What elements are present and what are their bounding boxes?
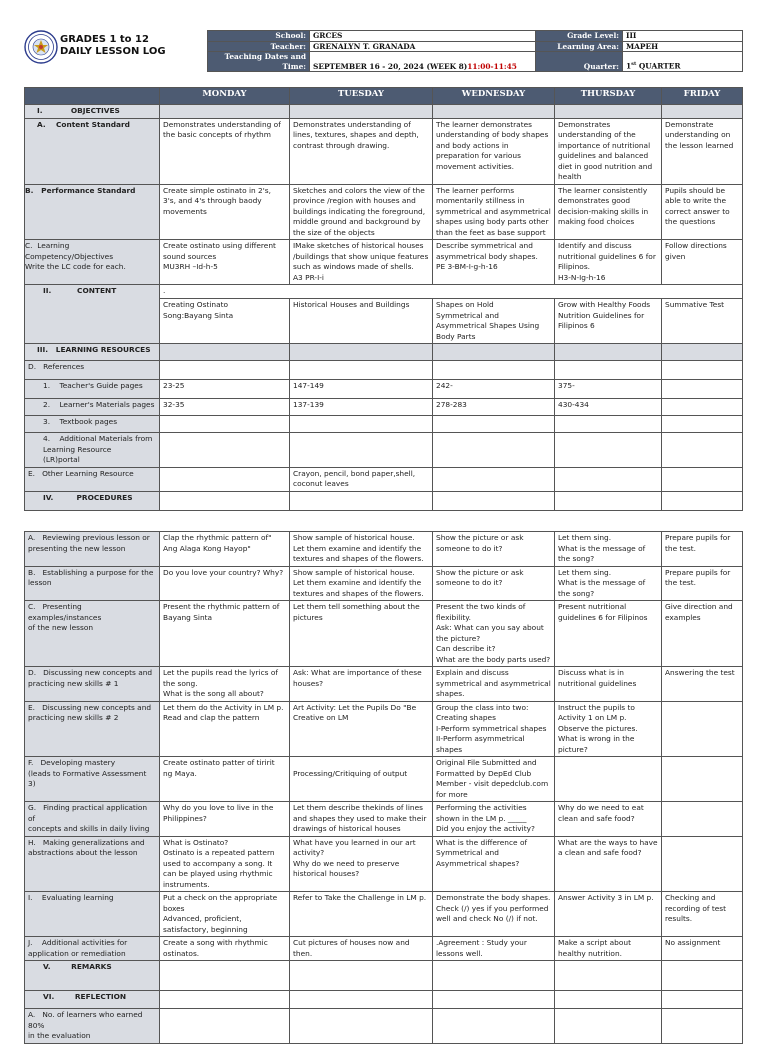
procedure-row-c — [25, 601, 743, 667]
content-standard-wednesday: The learner demonstrates understanding of body shapes and body actions in preparation for various movement activities. — [433, 118, 555, 184]
performance-standard-monday: Create simple ostinato in 2's, 3's, and 4's through baody movements — [160, 184, 290, 240]
other-resource-thursday — [555, 467, 662, 491]
empty-cell — [555, 991, 662, 1009]
content-standard-monday: Demonstrates understanding of the basic concepts of rhythm — [160, 118, 290, 184]
procedure-label: H. Making generalizations and abstractions about the lesson — [25, 836, 160, 892]
procedures-heading: IV. PROCEDURES — [25, 491, 160, 510]
procedure-row-g — [25, 802, 743, 837]
procedure-cell-tuesday: Ask: What are importance of these houses? — [290, 667, 433, 702]
empty-cell — [433, 991, 555, 1009]
quarter-num: 1 — [626, 61, 632, 71]
procedure-cell-wednesday: .Agreement : Study your lessons well. — [433, 937, 555, 961]
grey-cell — [160, 105, 290, 119]
empty-cell — [433, 491, 555, 510]
competency-label — [25, 240, 160, 285]
content-standard-tuesday: Demonstrates understanding of lines, textures, shapes and depth, contrast through drawing. — [290, 118, 433, 184]
procedure-label: B. Establishing a purpose for the lesson — [25, 566, 160, 601]
procedures-body — [25, 532, 743, 1044]
content-friday: Summative Test — [662, 299, 743, 344]
empty-cell — [160, 961, 290, 991]
empty-cell — [662, 491, 743, 510]
procedure-label: C. Presenting examples/instances of the new lesson — [25, 601, 160, 667]
lesson-log-table-objectives — [24, 87, 743, 511]
empty-cell — [433, 1009, 555, 1044]
grey-cell — [290, 105, 433, 119]
procedure-cell-tuesday: Let them tell something about the pictures — [290, 601, 433, 667]
procedure-cell-tuesday: Processing/Critiquing of output — [290, 757, 433, 802]
grade-level-label: Grade Level: — [536, 31, 623, 42]
references-label: D. References — [25, 361, 160, 380]
competency-monday: Create ostinato using different sound sources MU3RH –Id-h-5 — [160, 240, 290, 285]
teaching-dates-label — [208, 52, 310, 72]
empty-cell — [662, 416, 743, 433]
grey-cell — [433, 105, 555, 119]
lesson-log-table-procedures — [24, 531, 743, 1044]
content-tuesday: Historical Houses and Buildings — [290, 299, 433, 344]
day-header-monday: MONDAY — [160, 88, 290, 105]
procedure-label: F. Developing mastery (leads to Formative Assessment 3) — [25, 757, 160, 802]
grey-cell — [662, 344, 743, 361]
dates-text: SEPTEMBER 16 - 20, 2024 (WEEK 8) — [313, 61, 468, 71]
teachers-guide-monday: 23-25 — [160, 380, 290, 399]
procedure-cell-wednesday: Show the picture or ask someone to do it? — [433, 532, 555, 567]
other-resource-monday — [160, 467, 290, 491]
empty-cell — [555, 416, 662, 433]
remarks-row — [25, 961, 743, 991]
procedure-cell-monday: What is Ostinato? Ostinato is a repeated pattern used to accompany a song. It can be played using rhythmic instruments. — [160, 836, 290, 892]
competency-label-line2: Write the LC code for each. — [25, 262, 126, 271]
empty-cell — [433, 361, 555, 380]
empty-cell — [662, 961, 743, 991]
content-wednesday: Shapes on Hold Symmetrical and Asymmetrical Shapes Using Body Parts — [433, 299, 555, 344]
procedure-cell-wednesday: Original File Submitted and Formatted by DepEd Club Member - visit depedclub.com for more — [433, 757, 555, 802]
procedure-cell-thursday: Discuss what is in nutritional guidelines — [555, 667, 662, 702]
empty-cell — [662, 991, 743, 1009]
teachers-guide-thursday: 375- — [555, 380, 662, 399]
empty-cell — [160, 991, 290, 1009]
document-header — [24, 30, 742, 71]
empty-cell — [555, 1009, 662, 1044]
procedure-cell-monday: Do you love your country? Why? — [160, 566, 290, 601]
empty-cell — [555, 433, 662, 468]
procedure-cell-friday: Answering the test — [662, 667, 743, 702]
procedure-cell-monday: Present the rhythmic pattern of Bayang Sinta — [160, 601, 290, 667]
additional-materials-label: 4. Additional Materials from Learning Resource (LR)portal — [25, 433, 160, 468]
procedure-row-a — [25, 532, 743, 567]
performance-standard-wednesday: The learner performs momentarily stillness in symmetrical and asymmetrical shapes using body parts other than the feet as base support — [433, 184, 555, 240]
procedure-cell-friday — [662, 757, 743, 802]
empty-cell — [160, 491, 290, 510]
procedure-cell-thursday: Why do we need to eat clean and safe food? — [555, 802, 662, 837]
competency-tuesday: IMake sketches of historical houses /buildings that show unique features such as windows made of shells. A3 PR-I-i — [290, 240, 433, 285]
day-header-wednesday: WEDNESDAY — [433, 88, 555, 105]
quarter-text: QUARTER — [636, 61, 681, 71]
empty-cell — [555, 961, 662, 991]
procedure-cell-monday: Clap the rhythmic pattern of" Ang Alaga Kong Hayop" — [160, 532, 290, 567]
procedure-row-d — [25, 667, 743, 702]
empty-cell — [290, 416, 433, 433]
teachers-guide-wednesday: 242- — [433, 380, 555, 399]
grade-level-value: III — [623, 31, 743, 42]
reflection-heading: VI. REFLECTION — [25, 991, 160, 1009]
title-line-1: GRADES 1 to 12 — [60, 34, 149, 45]
competency-wednesday: Describe symmetrical and asymmetrical body shapes. PE 3-BM-I-g-h-16 — [433, 240, 555, 285]
empty-cell — [433, 416, 555, 433]
day-header-tuesday: TUESDAY — [290, 88, 433, 105]
teachers-guide-label: 1. Teacher's Guide pages — [25, 380, 160, 399]
learners-materials-tuesday: 137-139 — [290, 399, 433, 416]
content-standard-friday: Demonstrate understanding on the lesson learned — [662, 118, 743, 184]
other-resource-friday — [662, 467, 743, 491]
empty-cell — [433, 961, 555, 991]
grey-cell — [555, 344, 662, 361]
empty-cell — [662, 361, 743, 380]
quarter-sup: st — [631, 61, 637, 68]
teaching-dates-value — [310, 52, 536, 72]
empty-cell — [160, 1009, 290, 1044]
content-dot-row: . — [160, 285, 743, 299]
procedure-cell-thursday: Let them sing. What is the message of the song? — [555, 566, 662, 601]
empty-cell — [662, 1009, 743, 1044]
procedure-label: A. Reviewing previous lesson or presenting the new lesson — [25, 532, 160, 567]
document-title — [60, 34, 166, 58]
day-header-thursday: THURSDAY — [555, 88, 662, 105]
procedure-cell-tuesday: Let them describe thekinds of lines and shapes they used to make their drawings of historical houses — [290, 802, 433, 837]
learners-materials-label: 2. Learner's Materials pages — [25, 399, 160, 416]
content-standard-label: A. Content Standard — [25, 118, 160, 184]
procedure-cell-monday: Let them do the Activity in LM p. Read and clap the pattern — [160, 701, 290, 757]
learners-materials-monday: 32-35 — [160, 399, 290, 416]
procedure-label: G. Finding practical application of concepts and skills in daily living — [25, 802, 160, 837]
school-label: School: — [208, 31, 310, 42]
learners-80-row — [25, 1009, 743, 1044]
procedure-cell-thursday: Present nutritional guidelines 6 for Filipinos — [555, 601, 662, 667]
objectives-heading: I. OBJECTIVES — [25, 105, 160, 119]
procedure-cell-monday: Create a song with rhythmic ostinatos. — [160, 937, 290, 961]
other-resource-wednesday — [433, 467, 555, 491]
procedure-label: D. Discussing new concepts and practicing new skills # 1 — [25, 667, 160, 702]
grey-cell — [290, 344, 433, 361]
procedure-cell-tuesday: Show sample of historical house. Let them examine and identify the textures and shapes of the flowers. — [290, 566, 433, 601]
competency-thursday: Identify and discuss nutritional guidelines 6 for Filipinos. H3-N-Ig-h-16 — [555, 240, 662, 285]
procedure-row-f — [25, 757, 743, 802]
procedure-cell-friday: Checking and recording of test results. — [662, 892, 743, 937]
procedure-label: E. Discussing new concepts and practicing new skills # 2 — [25, 701, 160, 757]
procedure-cell-friday — [662, 701, 743, 757]
competency-label-line1: C. Learning Competency/Objectives — [25, 241, 114, 261]
empty-cell — [290, 433, 433, 468]
learners-materials-thursday: 430-434 — [555, 399, 662, 416]
time-text: 11:00-11:45 — [467, 61, 517, 71]
procedure-label: I. Evaluating learning — [25, 892, 160, 937]
reflection-row — [25, 991, 743, 1009]
learning-resources-heading: III. LEARNING RESOURCES — [25, 344, 160, 361]
teacher-value: GRENALYN T. GRANADA — [310, 41, 536, 52]
content-standard-thursday: Demonstrates understanding of the importance of nutritional guidelines and balanced diet in good nutrition and health — [555, 118, 662, 184]
procedure-row-h — [25, 836, 743, 892]
title-line-2: DAILY LESSON LOG — [60, 46, 166, 57]
teachers-guide-tuesday: 147-149 — [290, 380, 433, 399]
performance-standard-thursday: The learner consistently demonstrates good decision-making skills in making food choices — [555, 184, 662, 240]
procedure-row-j — [25, 937, 743, 961]
procedure-cell-friday — [662, 836, 743, 892]
procedure-cell-wednesday: What is the difference of Symmetrical and Asymmetrical shapes? — [433, 836, 555, 892]
empty-cell — [160, 416, 290, 433]
learners-80-label: A. No. of learners who earned 80% in the evaluation — [25, 1009, 160, 1044]
procedure-cell-tuesday: What have you learned in our art activity? Why do we need to preserve historical houses? — [290, 836, 433, 892]
corner-cell — [25, 88, 160, 105]
grey-cell — [160, 344, 290, 361]
other-resource-tuesday: Crayon, pencil, bond paper,shell, coconut leaves — [290, 467, 433, 491]
competency-friday: Follow directions given — [662, 240, 743, 285]
procedure-cell-thursday — [555, 757, 662, 802]
content-monday: Creating Ostinato Song:Bayang Sinta — [160, 299, 290, 344]
learning-area-label: Learning Area: — [536, 41, 623, 52]
procedure-cell-friday: No assignment — [662, 937, 743, 961]
procedure-cell-tuesday: Refer to Take the Challenge in LM p. — [290, 892, 433, 937]
content-heading: II. CONTENT — [25, 285, 160, 344]
learning-area-value: MAPEH — [623, 41, 743, 52]
empty-cell — [160, 433, 290, 468]
procedure-cell-tuesday: Art Activity: Let the Pupils Do "Be Creative on LM — [290, 701, 433, 757]
procedure-cell-wednesday: Explain and discuss symmetrical and asymmetrical shapes. — [433, 667, 555, 702]
grey-cell — [662, 105, 743, 119]
procedure-row-i — [25, 892, 743, 937]
procedure-cell-thursday: Let them sing. What is the message of the song? — [555, 532, 662, 567]
procedure-cell-friday: Prepare pupils for the test. — [662, 532, 743, 567]
procedure-cell-monday: Why do you love to live in the Philippines? — [160, 802, 290, 837]
remarks-heading: V. REMARKS — [25, 961, 160, 991]
procedure-cell-friday: Give direction and examples — [662, 601, 743, 667]
procedure-cell-wednesday: Show the picture or ask someone to do it? — [433, 566, 555, 601]
grey-cell — [433, 344, 555, 361]
procedure-cell-thursday: Make a script about healthy nutrition. — [555, 937, 662, 961]
quarter-value — [623, 52, 743, 72]
empty-cell — [555, 361, 662, 380]
procedure-label: J. Additional activities for application or remediation — [25, 937, 160, 961]
empty-cell — [662, 433, 743, 468]
learners-materials-friday — [662, 399, 743, 416]
textbook-pages-label: 3. Textbook pages — [25, 416, 160, 433]
empty-cell — [433, 433, 555, 468]
performance-standard-friday: Pupils should be able to write the correct answer to the questions — [662, 184, 743, 240]
performance-standard-tuesday: Sketches and colors the view of the province /region with houses and buildings indicating the foreground, middle ground and background by the size of the objects — [290, 184, 433, 240]
quarter-label: Quarter: — [536, 52, 623, 72]
procedure-cell-tuesday: Cut pictures of houses now and then. — [290, 937, 433, 961]
procedure-cell-friday: Prepare pupils for the test. — [662, 566, 743, 601]
procedure-cell-thursday: What are the ways to have a clean and safe food? — [555, 836, 662, 892]
empty-cell — [160, 361, 290, 380]
procedure-cell-wednesday: Demonstrate the body shapes. Check (/) yes if you performed well and check No (/) if not. — [433, 892, 555, 937]
empty-cell — [555, 491, 662, 510]
procedure-cell-wednesday: Group the class into two: Creating shapes I-Perform symmetrical shapes II-Perform asymmetrical shapes — [433, 701, 555, 757]
procedure-cell-thursday: Instruct the pupils to Activity 1 on LM p. Observe the pictures. What is wrong in the picture? — [555, 701, 662, 757]
procedure-cell-friday — [662, 802, 743, 837]
procedure-cell-monday: Put a check on the appropriate boxes Advanced, proficient, satisfactory, beginning — [160, 892, 290, 937]
procedure-row-b — [25, 566, 743, 601]
teacher-label: Teacher: — [208, 41, 310, 52]
procedure-cell-thursday: Answer Activity 3 in LM p. — [555, 892, 662, 937]
procedure-row-e — [25, 701, 743, 757]
day-header-friday: FRIDAY — [662, 88, 743, 105]
empty-cell — [290, 1009, 433, 1044]
teaching-dates-label-line1: Teaching Dates and — [224, 52, 306, 62]
teachers-guide-friday — [662, 380, 743, 399]
learners-materials-wednesday: 278-283 — [433, 399, 555, 416]
other-resource-label: E. Other Learning Resource — [25, 467, 160, 491]
grey-cell — [555, 105, 662, 119]
teaching-dates-label-line2: Time: — [282, 61, 306, 71]
school-value: GRCES — [310, 31, 536, 42]
procedure-cell-monday: Let the pupils read the lyrics of the song. What is the song all about? — [160, 667, 290, 702]
performance-standard-label: B. Performance Standard — [25, 184, 160, 240]
info-table — [207, 30, 743, 72]
empty-cell — [290, 961, 433, 991]
empty-cell — [290, 491, 433, 510]
procedure-cell-wednesday: Present the two kinds of flexibility. Ask: What can you say about the picture? Can describe it? What are the body parts used? — [433, 601, 555, 667]
content-thursday: Grow with Healthy Foods Nutrition Guidelines for Filipinos 6 — [555, 299, 662, 344]
empty-cell — [290, 361, 433, 380]
procedure-cell-wednesday: Performing the activities shown in the LM p. _____ Did you enjoy the activity? — [433, 802, 555, 837]
procedure-cell-tuesday: Show sample of historical house. Let them examine and identify the textures and shapes of the flowers. — [290, 532, 433, 567]
empty-cell — [290, 991, 433, 1009]
procedure-cell-monday: Create ostinato patter of tiririt ng Maya. — [160, 757, 290, 802]
deped-seal-icon — [24, 30, 58, 64]
